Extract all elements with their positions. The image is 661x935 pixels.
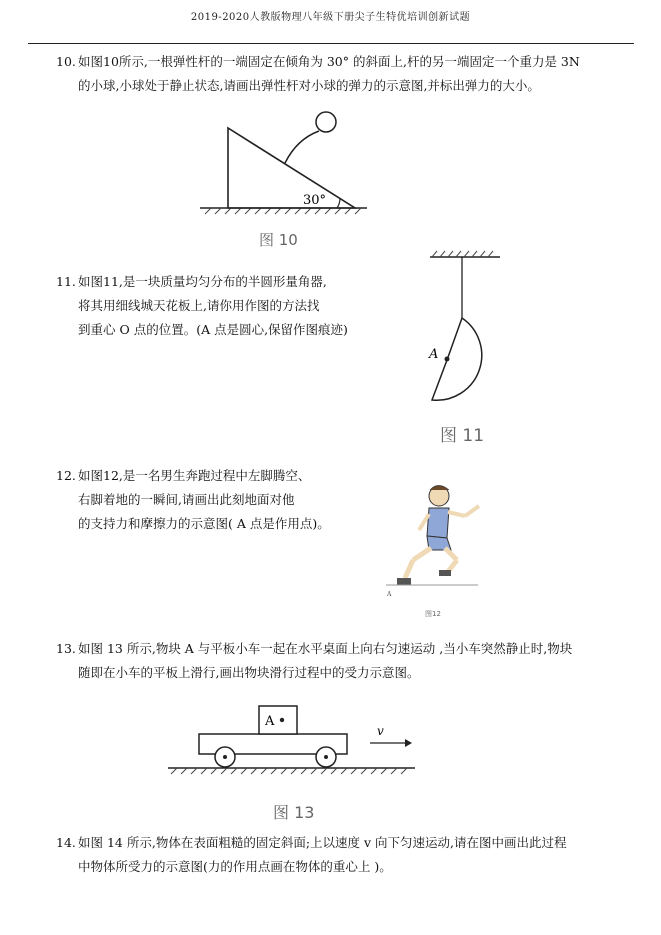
question-text-line: 中物体所受力的示意图(力的作用点画在物体的重心上 )。 — [78, 859, 392, 874]
question-text-line: 如图12,是一名男生奔跑过程中左脚腾空、 — [78, 468, 311, 483]
question-number: 10. — [56, 54, 76, 69]
page-header: 2019-2020人教版物理八年级下册尖子生特优培训创新试题 — [190, 12, 471, 23]
figure-13 — [165, 700, 425, 825]
figure-caption: 图 11 — [440, 426, 485, 446]
angle-label: 30° — [303, 193, 327, 208]
figure-10 — [195, 105, 375, 255]
ball — [316, 112, 336, 132]
point-a — [445, 357, 450, 362]
block-label: A — [265, 714, 275, 729]
question-number: 12. — [56, 468, 76, 483]
figure-caption: 图 13 — [273, 803, 315, 822]
surface-hatch — [171, 768, 407, 774]
question-number: 13. — [56, 641, 76, 656]
figure-caption: 图12 — [425, 610, 441, 618]
ground-hatch — [205, 208, 361, 214]
question-text-line: 的支持力和摩擦力的示意图( A 点是作用点)。 — [78, 516, 330, 531]
figure-12 — [383, 478, 493, 623]
question-10 — [56, 50, 626, 98]
question-text-line: 到重心 O 点的位置。(A 点是圆心,保留作图痕迹) — [78, 322, 348, 337]
question-text-line: 随即在小车的平板上滑行,画出物块滑行过程中的受力示意图。 — [78, 665, 420, 680]
header-divider — [28, 43, 634, 44]
question-text-line: 右脚着地的一瞬间,请画出此刻地面对他 — [78, 492, 295, 507]
question-number: 11. — [56, 274, 76, 289]
point-label: A — [387, 591, 392, 598]
figure-caption: 图 10 — [259, 231, 298, 249]
figure-11 — [420, 248, 530, 448]
question-number: 14. — [56, 835, 76, 850]
question-12 — [56, 464, 626, 536]
question-text-line: 将其用细线城天花板上,请你用作图的方法找 — [78, 298, 320, 313]
question-text-line: 如图10所示,一根弹性杆的一端固定在倾角为 30° 的斜面上,杆的另一端固定一个重力是 3N — [78, 54, 580, 69]
velocity-label: v — [377, 724, 384, 738]
ceiling-hatch — [432, 251, 493, 257]
question-text-line: 如图 13 所示,物块 A 与平板小车一起在水平桌面上向右匀速运动 ,当小车突然静止时,物块 — [78, 641, 573, 656]
angle-arc — [337, 199, 340, 208]
running-boy — [397, 486, 479, 586]
question-13 — [56, 637, 626, 685]
point-label: A — [429, 347, 439, 362]
incline-triangle — [228, 128, 355, 208]
question-11 — [56, 270, 626, 342]
elastic-rod — [285, 131, 319, 163]
block-center-dot — [280, 718, 284, 722]
question-text-line: 如图 14 所示,物体在表面粗糙的固定斜面;上以速度 v 向下匀速运动,请在图中画出此过程 — [78, 835, 567, 850]
question-text-line: 如图11,是一块质量均匀分布的半圆形量角器, — [78, 274, 327, 289]
question-text-line: 的小球,小球处于静止状态,请画出弹性杆对小球的弹力的示意图,并标出弹力的大小。 — [78, 78, 540, 93]
question-14 — [56, 831, 626, 879]
semicircle-protractor — [432, 318, 482, 400]
